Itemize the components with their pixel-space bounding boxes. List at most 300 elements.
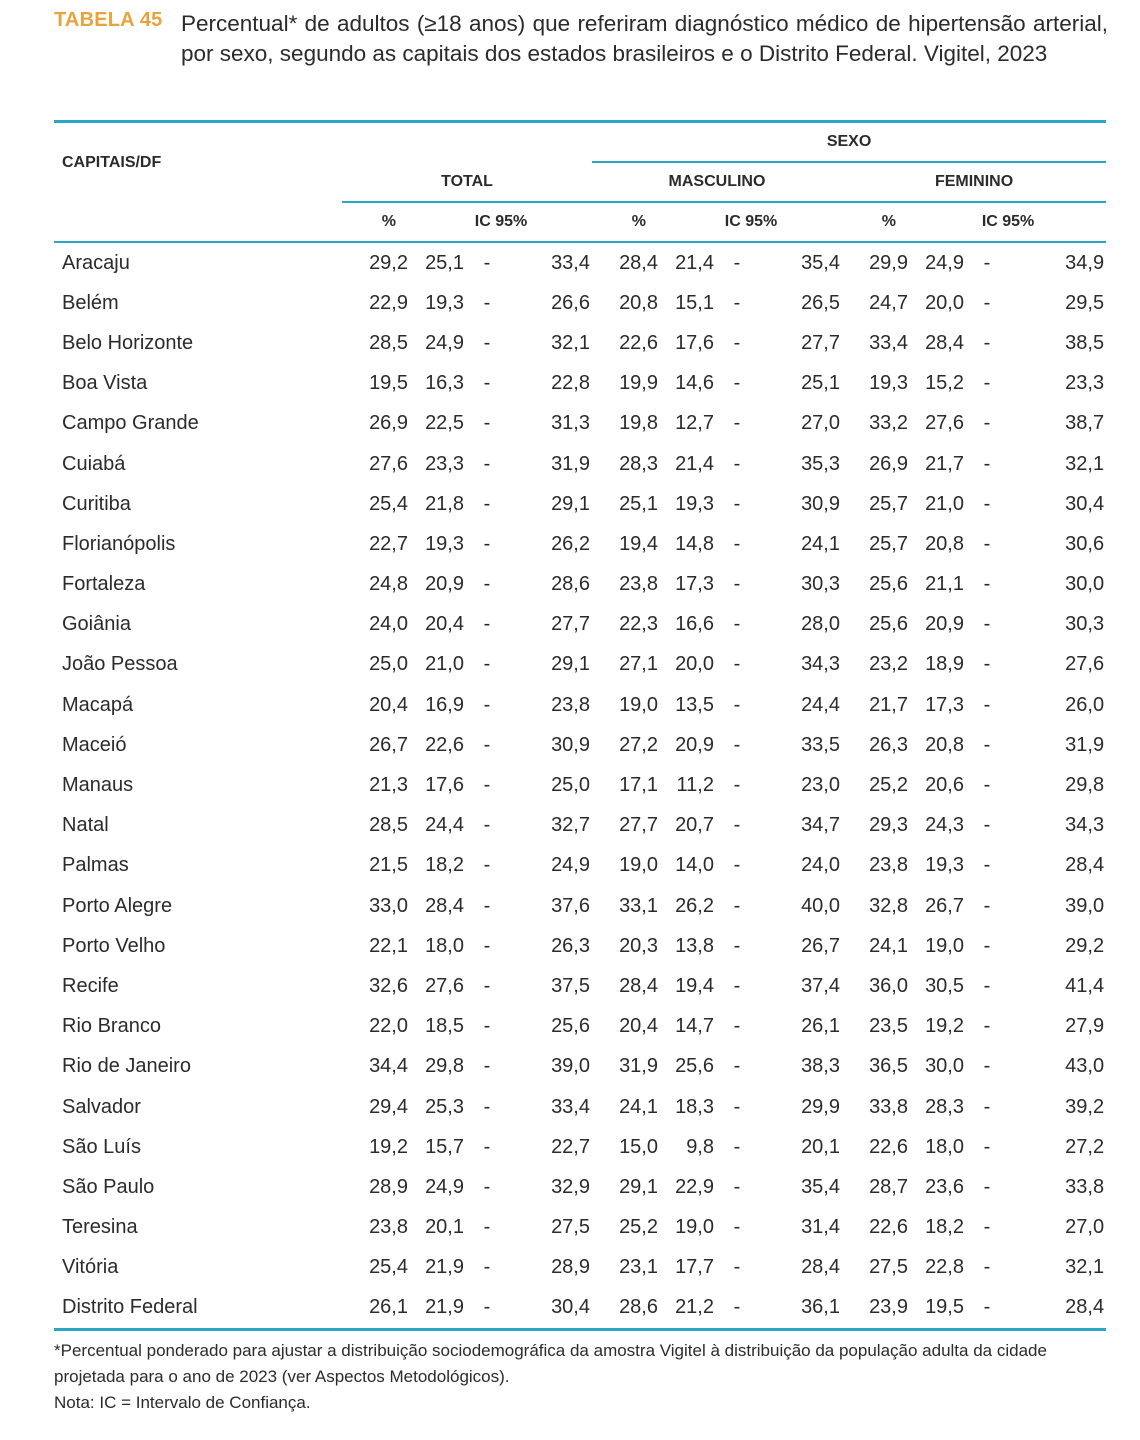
city-name: Teresina xyxy=(62,1216,138,1239)
ic-separator: - xyxy=(733,774,741,797)
ic-separator: - xyxy=(483,452,491,475)
ic-separator: - xyxy=(983,291,991,314)
ic-separator: - xyxy=(733,1095,741,1118)
ic-separator: - xyxy=(733,854,741,877)
pct-masc: 20,4 xyxy=(619,1015,658,1038)
pct-masc: 29,1 xyxy=(619,1175,658,1198)
ic-high-total: 29,1 xyxy=(551,492,590,515)
header-sexo: SEXO xyxy=(592,122,1106,163)
header-ic-fem: IC 95% xyxy=(981,213,1035,230)
ic-high-fem: 31,9 xyxy=(1065,733,1105,756)
ic-low-masc: 26,2 xyxy=(675,894,714,917)
pct-total: 21,5 xyxy=(369,854,408,877)
ic-low-total: 29,8 xyxy=(425,1055,464,1078)
pct-total: 33,0 xyxy=(369,894,408,917)
ic-low-total: 16,9 xyxy=(425,693,464,716)
ic-low-masc: 9,8 xyxy=(686,1135,714,1158)
ic-separator: - xyxy=(983,693,991,716)
city-name: São Luís xyxy=(62,1135,141,1158)
ic-separator: - xyxy=(983,613,991,636)
pct-masc: 19,8 xyxy=(619,412,658,435)
ic-separator: - xyxy=(983,974,991,997)
table-row xyxy=(54,725,1106,765)
ic-low-fem: 21,7 xyxy=(925,452,964,475)
pct-total: 29,4 xyxy=(369,1095,408,1118)
ic-high-masc: 20,1 xyxy=(801,1135,840,1158)
ic-separator: - xyxy=(983,653,991,676)
city-name: Aracaju xyxy=(62,251,130,274)
table-row xyxy=(54,645,1106,685)
pct-total: 25,4 xyxy=(369,492,408,515)
ic-low-fem: 30,0 xyxy=(925,1055,964,1078)
ic-high-total: 26,6 xyxy=(551,291,590,314)
city-name: Belo Horizonte xyxy=(62,331,194,354)
ic-high-masc: 24,4 xyxy=(801,693,840,716)
table-row xyxy=(54,1288,1106,1330)
pct-total: 26,1 xyxy=(369,1296,408,1319)
pct-fem: 22,6 xyxy=(869,1135,908,1158)
ic-high-fem: 29,2 xyxy=(1065,934,1105,957)
city-name: Campo Grande xyxy=(62,412,199,435)
ic-separator: - xyxy=(483,1296,491,1319)
ic-low-fem: 19,5 xyxy=(925,1296,964,1319)
table-notes xyxy=(54,1338,1110,1416)
ic-separator: - xyxy=(733,492,741,515)
ic-low-fem: 28,3 xyxy=(925,1095,964,1118)
ic-separator: - xyxy=(733,412,741,435)
ic-high-fem: 27,0 xyxy=(1065,1216,1105,1239)
ic-low-masc: 12,7 xyxy=(675,412,714,435)
ic-high-fem: 27,6 xyxy=(1065,653,1105,676)
ic-separator: - xyxy=(483,814,491,837)
ic-low-total: 20,9 xyxy=(425,573,464,596)
ic-low-fem: 20,8 xyxy=(925,733,964,756)
pct-masc: 31,9 xyxy=(619,1055,658,1078)
header-feminino: FEMININO xyxy=(842,162,1106,202)
header-masculino: MASCULINO xyxy=(592,162,842,202)
ic-separator: - xyxy=(733,974,741,997)
ic-low-fem: 20,9 xyxy=(925,613,964,636)
ic-high-masc: 35,3 xyxy=(801,452,840,475)
ic-low-total: 19,3 xyxy=(425,532,464,555)
pct-total: 26,9 xyxy=(369,412,408,435)
ic-separator: - xyxy=(983,894,991,917)
ic-high-masc: 37,4 xyxy=(801,974,840,997)
ic-high-masc: 28,0 xyxy=(801,613,840,636)
ic-separator: - xyxy=(983,412,991,435)
ic-separator: - xyxy=(983,492,991,515)
pct-fem: 25,7 xyxy=(869,492,908,515)
ic-separator: - xyxy=(483,653,491,676)
pct-masc: 27,7 xyxy=(619,814,658,837)
pct-total: 25,0 xyxy=(369,653,408,676)
ic-high-total: 37,5 xyxy=(551,974,590,997)
ic-low-fem: 18,0 xyxy=(925,1135,964,1158)
ic-high-total: 25,0 xyxy=(551,774,590,797)
ic-separator: - xyxy=(733,613,741,636)
ic-low-masc: 17,6 xyxy=(675,331,714,354)
ic-low-total: 23,3 xyxy=(425,452,464,475)
pct-total: 32,6 xyxy=(369,974,408,997)
header-row-units xyxy=(54,202,1106,242)
ic-separator: - xyxy=(733,573,741,596)
ic-separator: - xyxy=(983,1135,991,1158)
pct-fem: 23,9 xyxy=(869,1296,908,1319)
ic-low-masc: 13,8 xyxy=(675,934,714,957)
ic-low-total: 24,9 xyxy=(425,1175,464,1198)
table-row xyxy=(54,886,1106,926)
ic-low-fem: 19,3 xyxy=(925,854,964,877)
table-row xyxy=(54,242,1106,283)
ic-separator: - xyxy=(483,1135,491,1158)
ic-high-total: 28,6 xyxy=(551,573,590,596)
ic-low-fem: 19,0 xyxy=(925,934,964,957)
pct-fem: 24,7 xyxy=(869,291,908,314)
ic-high-total: 32,1 xyxy=(551,331,590,354)
ic-high-total: 33,4 xyxy=(551,251,590,274)
ic-low-fem: 26,7 xyxy=(925,894,964,917)
ic-high-masc: 35,4 xyxy=(801,1175,840,1198)
pct-total: 27,6 xyxy=(369,452,408,475)
ic-high-total: 30,4 xyxy=(551,1296,590,1319)
ic-separator: - xyxy=(483,1175,491,1198)
ic-separator: - xyxy=(733,894,741,917)
pct-total: 22,7 xyxy=(369,532,408,555)
pct-total: 29,2 xyxy=(369,251,408,274)
table-row xyxy=(54,1047,1106,1087)
ic-separator: - xyxy=(733,1296,741,1319)
pct-fem: 26,3 xyxy=(869,733,908,756)
pct-masc: 27,2 xyxy=(619,733,658,756)
pct-total: 19,5 xyxy=(369,372,408,395)
ic-low-total: 15,7 xyxy=(425,1135,464,1158)
table-row xyxy=(54,806,1106,846)
ic-separator: - xyxy=(483,532,491,555)
data-table-wrapper xyxy=(54,120,1106,1331)
header-row-sexo xyxy=(54,122,1106,163)
ic-separator: - xyxy=(983,814,991,837)
ic-separator: - xyxy=(483,934,491,957)
pct-masc: 15,0 xyxy=(619,1135,658,1158)
pct-masc: 27,1 xyxy=(619,653,658,676)
ic-low-total: 20,4 xyxy=(425,613,464,636)
ic-separator: - xyxy=(483,1055,491,1078)
ic-low-masc: 20,7 xyxy=(675,814,714,837)
pct-masc: 19,0 xyxy=(619,693,658,716)
pct-total: 34,4 xyxy=(369,1055,408,1078)
header-total: TOTAL xyxy=(342,162,592,202)
table-row xyxy=(54,404,1106,444)
city-name: Distrito Federal xyxy=(62,1296,198,1319)
ic-separator: - xyxy=(983,774,991,797)
ic-high-total: 32,7 xyxy=(551,814,590,837)
ic-high-fem: 28,4 xyxy=(1065,854,1105,877)
ic-separator: - xyxy=(983,1015,991,1038)
ic-high-fem: 32,1 xyxy=(1065,1256,1105,1279)
ic-separator: - xyxy=(983,733,991,756)
header-ic-masc: IC 95% xyxy=(724,213,778,230)
ic-high-masc: 24,0 xyxy=(801,854,840,877)
ic-separator: - xyxy=(983,573,991,596)
ic-high-masc: 27,7 xyxy=(801,331,840,354)
ic-low-masc: 25,6 xyxy=(675,1055,714,1078)
ic-separator: - xyxy=(733,291,741,314)
ic-low-masc: 14,0 xyxy=(675,854,714,877)
table-row xyxy=(54,605,1106,645)
pct-fem: 25,6 xyxy=(869,573,908,596)
table-row xyxy=(54,565,1106,605)
city-name: Florianópolis xyxy=(62,532,176,555)
ic-low-masc: 21,4 xyxy=(675,251,714,274)
ic-separator: - xyxy=(483,894,491,917)
ic-high-masc: 33,5 xyxy=(801,733,840,756)
ic-high-masc: 28,4 xyxy=(801,1256,840,1279)
ic-low-masc: 17,3 xyxy=(675,573,714,596)
pct-total: 19,2 xyxy=(369,1135,408,1158)
pct-fem: 23,8 xyxy=(869,854,908,877)
pct-total: 28,9 xyxy=(369,1175,408,1198)
ic-separator: - xyxy=(483,733,491,756)
pct-masc: 25,2 xyxy=(619,1216,658,1239)
ic-low-fem: 22,8 xyxy=(925,1256,964,1279)
pct-fem: 23,5 xyxy=(869,1015,908,1038)
ic-low-total: 28,4 xyxy=(425,894,464,917)
ic-separator: - xyxy=(733,331,741,354)
ic-high-fem: 28,4 xyxy=(1065,1296,1105,1319)
ic-low-total: 17,6 xyxy=(425,774,464,797)
ic-high-fem: 27,9 xyxy=(1065,1015,1105,1038)
ic-low-fem: 28,4 xyxy=(925,331,964,354)
ic-low-total: 18,2 xyxy=(425,854,464,877)
ic-high-total: 29,1 xyxy=(551,653,590,676)
pct-total: 24,0 xyxy=(369,613,408,636)
table-row xyxy=(54,323,1106,363)
ic-separator: - xyxy=(983,1296,991,1319)
ic-high-fem: 27,2 xyxy=(1065,1135,1105,1158)
pct-fem: 22,6 xyxy=(869,1216,908,1239)
ic-separator: - xyxy=(983,372,991,395)
ic-high-total: 37,6 xyxy=(551,894,590,917)
pct-fem: 25,6 xyxy=(869,613,908,636)
ic-separator: - xyxy=(733,372,741,395)
ic-separator: - xyxy=(733,1015,741,1038)
ic-separator: - xyxy=(483,613,491,636)
pct-masc: 23,8 xyxy=(619,573,658,596)
ic-high-fem: 29,5 xyxy=(1065,291,1105,314)
ic-separator: - xyxy=(483,1095,491,1118)
ic-low-total: 22,5 xyxy=(425,412,464,435)
ic-separator: - xyxy=(983,1216,991,1239)
ic-separator: - xyxy=(983,1175,991,1198)
table-row xyxy=(54,524,1106,564)
ic-low-total: 25,3 xyxy=(425,1095,464,1118)
ic-low-masc: 19,4 xyxy=(675,974,714,997)
ic-low-fem: 20,0 xyxy=(925,291,964,314)
ic-separator: - xyxy=(483,331,491,354)
ic-separator: - xyxy=(983,331,991,354)
ic-separator: - xyxy=(483,1216,491,1239)
ic-separator: - xyxy=(733,693,741,716)
ic-high-total: 30,9 xyxy=(551,733,590,756)
ic-high-fem: 34,9 xyxy=(1065,251,1105,274)
ic-separator: - xyxy=(983,1256,991,1279)
ic-low-masc: 20,9 xyxy=(675,733,714,756)
pct-fem: 25,2 xyxy=(869,774,908,797)
ic-low-total: 18,0 xyxy=(425,934,464,957)
pct-masc: 23,1 xyxy=(619,1256,658,1279)
ic-separator: - xyxy=(483,854,491,877)
header-pct-masc: % xyxy=(631,213,646,230)
pct-masc: 33,1 xyxy=(619,894,658,917)
pct-total: 24,8 xyxy=(369,573,408,596)
pct-fem: 29,3 xyxy=(869,814,908,837)
header-blank xyxy=(54,202,342,242)
ic-low-masc: 15,1 xyxy=(675,291,714,314)
ic-separator: - xyxy=(733,1256,741,1279)
city-name: Macapá xyxy=(62,693,134,716)
pct-fem: 27,5 xyxy=(869,1256,908,1279)
ic-separator: - xyxy=(733,1175,741,1198)
ic-high-fem: 29,8 xyxy=(1065,774,1105,797)
ic-high-fem: 26,0 xyxy=(1065,693,1105,716)
ic-high-masc: 26,7 xyxy=(801,934,840,957)
city-name: Vitória xyxy=(62,1256,119,1279)
ic-low-total: 20,1 xyxy=(425,1216,464,1239)
city-name: Fortaleza xyxy=(62,573,146,596)
city-name: Rio Branco xyxy=(62,1015,161,1038)
ic-low-total: 18,5 xyxy=(425,1015,464,1038)
ic-low-masc: 14,7 xyxy=(675,1015,714,1038)
ic-separator: - xyxy=(483,974,491,997)
ic-low-masc: 13,5 xyxy=(675,693,714,716)
ic-high-masc: 29,9 xyxy=(801,1095,840,1118)
ic-high-fem: 30,0 xyxy=(1065,573,1105,596)
ic-high-fem: 23,3 xyxy=(1065,372,1105,395)
city-name: Curitiba xyxy=(62,492,131,515)
ic-high-total: 31,9 xyxy=(551,452,590,475)
ic-high-masc: 38,3 xyxy=(801,1055,840,1078)
ic-low-masc: 14,6 xyxy=(675,372,714,395)
pct-masc: 28,4 xyxy=(619,251,658,274)
ic-high-total: 27,5 xyxy=(551,1216,590,1239)
ic-low-total: 21,9 xyxy=(425,1296,464,1319)
pct-masc: 22,3 xyxy=(619,613,658,636)
ic-low-total: 19,3 xyxy=(425,291,464,314)
ic-high-total: 24,9 xyxy=(551,854,590,877)
ic-low-fem: 18,9 xyxy=(925,653,964,676)
city-name: Goiânia xyxy=(62,613,131,636)
city-name: Manaus xyxy=(62,774,134,797)
ic-separator: - xyxy=(733,653,741,676)
pct-fem: 29,9 xyxy=(869,251,908,274)
ic-low-total: 22,6 xyxy=(425,733,464,756)
ic-separator: - xyxy=(483,492,491,515)
ic-high-masc: 30,9 xyxy=(801,492,840,515)
pct-total: 26,7 xyxy=(369,733,408,756)
ic-separator: - xyxy=(483,573,491,596)
ic-separator: - xyxy=(733,733,741,756)
pct-fem: 32,8 xyxy=(869,894,908,917)
table-row xyxy=(54,1208,1106,1248)
pct-masc: 22,6 xyxy=(619,331,658,354)
ic-high-total: 27,7 xyxy=(551,613,590,636)
header-ic-total: IC 95% xyxy=(474,213,528,230)
ic-high-masc: 34,3 xyxy=(801,653,840,676)
ic-separator: - xyxy=(483,251,491,274)
ic-separator: - xyxy=(733,1055,741,1078)
pct-fem: 25,7 xyxy=(869,532,908,555)
ic-separator: - xyxy=(983,251,991,274)
ic-separator: - xyxy=(733,452,741,475)
ic-separator: - xyxy=(483,1256,491,1279)
ic-high-masc: 36,1 xyxy=(801,1296,840,1319)
ic-separator: - xyxy=(983,1055,991,1078)
pct-total: 22,0 xyxy=(369,1015,408,1038)
ic-separator: - xyxy=(733,934,741,957)
table-row xyxy=(54,1127,1106,1167)
table-row xyxy=(54,484,1106,524)
ic-separator: - xyxy=(983,854,991,877)
city-name: Recife xyxy=(62,974,119,997)
city-name: Rio de Janeiro xyxy=(62,1055,191,1078)
footnote: *Percentual ponderado para ajustar a distribuição sociodemográfica da amostra Vigitel à distribuição da população adulta da cidade projetada para o ano de 2023 (ver Aspectos Metodológicos). xyxy=(54,1341,1047,1386)
ic-low-fem: 24,3 xyxy=(925,814,964,837)
ic-low-masc: 20,0 xyxy=(675,653,714,676)
ic-high-fem: 43,0 xyxy=(1065,1055,1105,1078)
ic-high-total: 22,7 xyxy=(551,1135,590,1158)
ic-low-total: 21,8 xyxy=(425,492,464,515)
table-row xyxy=(54,1248,1106,1288)
pct-masc: 19,4 xyxy=(619,532,658,555)
pct-fem: 24,1 xyxy=(869,934,908,957)
ic-low-fem: 19,2 xyxy=(925,1015,964,1038)
ic-high-masc: 40,0 xyxy=(801,894,840,917)
pct-fem: 28,7 xyxy=(869,1175,908,1198)
ic-separator: - xyxy=(483,774,491,797)
ic-separator: - xyxy=(983,452,991,475)
ic-high-masc: 26,1 xyxy=(801,1015,840,1038)
ic-high-total: 39,0 xyxy=(551,1055,590,1078)
ic-low-masc: 16,6 xyxy=(675,613,714,636)
table-row xyxy=(54,846,1106,886)
pct-fem: 36,0 xyxy=(869,974,908,997)
ic-high-total: 31,3 xyxy=(551,412,590,435)
ic-high-total: 32,9 xyxy=(551,1175,590,1198)
city-name: Cuiabá xyxy=(62,452,126,475)
table-body xyxy=(54,242,1106,1330)
pct-total: 20,4 xyxy=(369,693,408,716)
ic-low-fem: 23,6 xyxy=(925,1175,964,1198)
ic-low-fem: 24,9 xyxy=(925,251,964,274)
pct-total: 25,4 xyxy=(369,1256,408,1279)
ic-low-fem: 21,0 xyxy=(925,492,964,515)
pct-fem: 33,4 xyxy=(869,331,908,354)
ic-low-fem: 30,5 xyxy=(925,974,964,997)
ic-separator: - xyxy=(733,1135,741,1158)
ic-high-total: 26,3 xyxy=(551,934,590,957)
ic-low-total: 25,1 xyxy=(425,251,464,274)
ic-high-fem: 39,2 xyxy=(1065,1095,1105,1118)
pct-masc: 28,4 xyxy=(619,974,658,997)
pct-masc: 28,3 xyxy=(619,452,658,475)
pct-total: 21,3 xyxy=(369,774,408,797)
ic-high-fem: 30,6 xyxy=(1065,532,1105,555)
pct-fem: 21,7 xyxy=(869,693,908,716)
ic-high-masc: 26,5 xyxy=(801,291,840,314)
ic-separator: - xyxy=(733,532,741,555)
table-row xyxy=(54,1167,1106,1207)
nota: Nota: IC = Intervalo de Confiança. xyxy=(54,1393,311,1412)
